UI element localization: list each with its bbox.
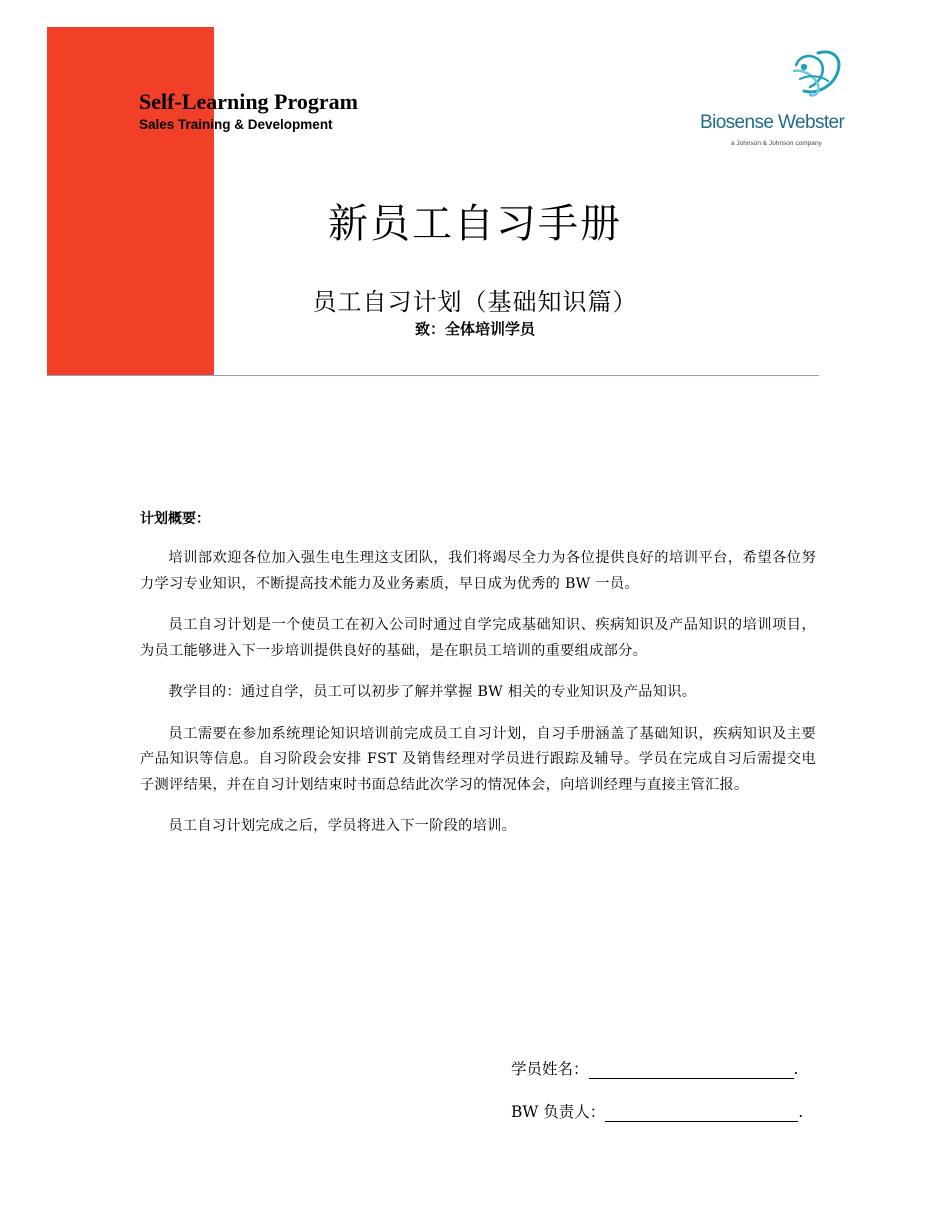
overview-paragraph: 员工自习计划完成之后，学员将进入下一阶段的培训。 [168, 818, 517, 834]
student-name-field[interactable] [589, 1060, 794, 1079]
document-subtitle: 员工自习计划（基础知识篇） [312, 288, 638, 316]
program-title: Self-Learning Program [139, 89, 358, 114]
document-title: 新员工自习手册 [328, 201, 622, 247]
company-logo [700, 45, 845, 155]
owner-label: BW 负责人： [511, 1103, 606, 1121]
overview-paragraph: 教学目的：通过自学，员工可以初步了解并掌握 BW 相关的专业知识及产品知识。 [168, 684, 697, 700]
overview-section [140, 508, 816, 856]
student-name-line [511, 1057, 798, 1079]
overview-paragraph: 员工自习计划是一个使员工在初入公司时通过自学完成基础知识、疾病知识及产品知识的培训项目，为员工能够进入下一步培训提供良好的基础，是在职员工培训的重要组成部分。 [140, 617, 816, 659]
overview-heading: 计划概要： [140, 511, 210, 527]
owner-field[interactable] [605, 1103, 798, 1122]
end-mark: . [798, 1103, 804, 1121]
addressee-line: 致：全体培训学员 [414, 320, 535, 338]
owner-line [511, 1100, 803, 1122]
biosense-webster-logo-icon [700, 45, 845, 109]
student-name-label: 学员姓名： [511, 1060, 589, 1078]
logo-tagline: a Johnson & Johnson company [731, 140, 822, 147]
program-subtitle: Sales Training & Development [139, 117, 333, 132]
header-divider [47, 375, 819, 376]
overview-paragraph: 培训部欢迎各位加入强生电生理这支团队，我们将竭尽全力为各位提供良好的培训平台，希望各位努力学习专业知识，不断提高技术能力及业务素质，早日成为优秀的 BW 一员。 [140, 550, 816, 592]
logo-wordmark: Biosense Webster [700, 112, 845, 133]
end-mark: . [793, 1060, 799, 1078]
overview-paragraph: 员工需要在参加系统理论知识培训前完成员工自习计划，自习手册涵盖了基础知识，疾病知识及主要产品知识等信息。自习阶段会安排 FST 及销售经理对学员进行跟踪及辅导。学员在完成自习后需提交电子测评结果，并在自习计划结束时书面总结此次学习的情况体会，向培训经理与直接主管汇报。 [140, 725, 816, 793]
